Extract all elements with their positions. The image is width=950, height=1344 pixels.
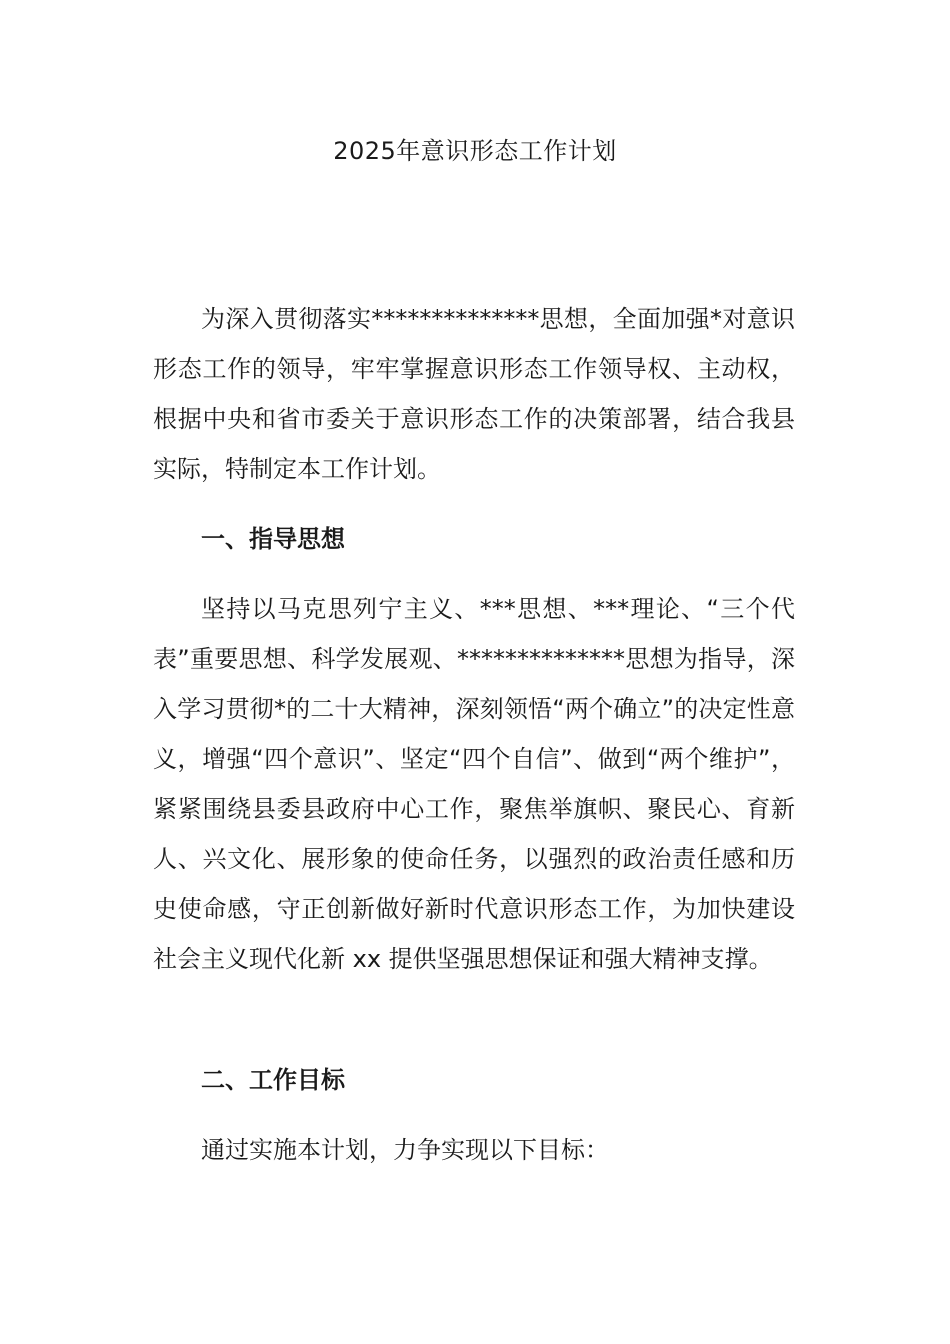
section-2-paragraph: [153, 1125, 795, 1175]
intro-text: 为深入贯彻落实**************思想，全面加强*对意识形态工作的领导，牢牢掌握意识形态工作领导权、主动权，根据中央和省市委关于意识形态工作的决策部署，结合我县实际，特制定本工作计划。: [153, 305, 795, 483]
section-1-heading: 一、指导思想: [201, 525, 345, 553]
section-1-paragraph: [153, 584, 795, 984]
section-1-heading-block: [153, 514, 795, 564]
section-2-heading: 二、工作目标: [201, 1066, 345, 1094]
section-2-text: 通过实施本计划，力争实现以下目标：: [201, 1136, 609, 1164]
section-2-heading-block: [153, 1055, 795, 1105]
document-title: 2025年意识形态工作计划: [333, 137, 617, 165]
section-1-text: 坚持以马克思列宁主义、***思想、***理论、“三个代表”重要思想、科学发展观、**************思想为指导，深入学习贯彻*的二十大精神，深刻领悟“两个确立”的决定性意义，增强“四个意识”、坚定“四个自信”、做到“两个维护”，紧紧围绕县委县政府中心工作，聚焦举旗帜、聚民心、育新人、兴文化、展形象的使命任务，以强烈的政治责任感和历史使命感，守正创新做好新时代意识形态工作，为加快建设社会主义现代化新 xx 提供坚强思想保证和强大精神支撑。: [153, 595, 795, 973]
intro-paragraph: [153, 294, 795, 494]
